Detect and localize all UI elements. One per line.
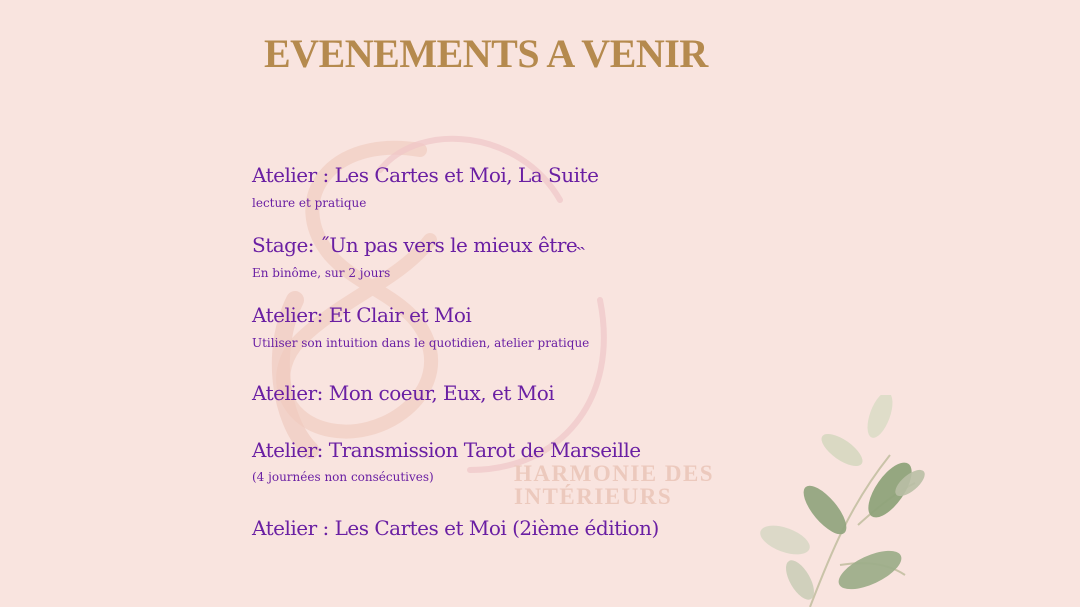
watermark-line-2: INTÉRIEURS bbox=[514, 484, 673, 509]
event-3-subtitle: Utiliser son intuition dans le quotidien, atelier pratique bbox=[252, 336, 590, 350]
eucalyptus-branch-icon bbox=[740, 395, 1080, 607]
event-4-title: Atelier: Mon coeur, Eux, et Moi bbox=[252, 381, 555, 405]
page-title: EVENEMENTS A VENIR bbox=[264, 31, 708, 76]
event-1-title: Atelier : Les Cartes et Moi, La Suite bbox=[252, 163, 599, 187]
event-1-subtitle: lecture et pratique bbox=[252, 196, 367, 210]
event-5-title: Atelier: Transmission Tarot de Marseille bbox=[252, 438, 641, 462]
event-2-title: Stage: ˝Un pas vers le mieux être˵ bbox=[252, 233, 584, 257]
event-6-title: Atelier : Les Cartes et Moi (2ième édition) bbox=[252, 516, 659, 540]
watermark-line-1: HARMONIE DES bbox=[514, 461, 715, 486]
event-3-title: Atelier: Et Clair et Moi bbox=[252, 303, 472, 327]
event-2-subtitle: En binôme, sur 2 jours bbox=[252, 266, 391, 280]
event-5-subtitle: (4 journées non consécutives) bbox=[252, 470, 434, 484]
